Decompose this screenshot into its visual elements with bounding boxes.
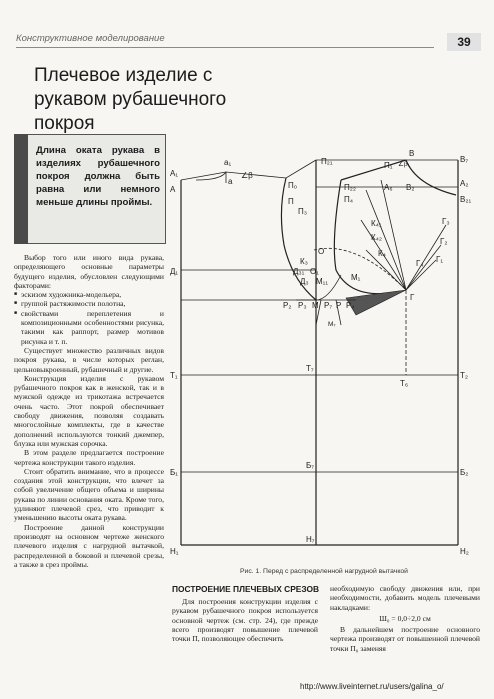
label-P3: П₃ (298, 207, 308, 216)
list-item: ■ эскизом художника-модельера, (14, 290, 164, 299)
label-M: М (312, 301, 319, 310)
paragraph: Стоит обратить внимание, что в процессе создания этой конструкции, что влечет за собой увеличение общего объема и ширины рукава по линии основания оката. Кроме того, удлиняют плечевой срез, что приводит к уменьшению высоты оката рукава. (14, 466, 164, 523)
label-M11: М₁₁ (316, 277, 329, 286)
pattern-drawing (166, 150, 491, 562)
label-K4: К₄ (378, 249, 386, 258)
paragraph: В дальнейшем построение основного чертежа производят от повышенной плечевой точки П₀ заменяя (330, 625, 480, 653)
intro-paragraph: Выбор того или иного вида рукава, определяющего основные параметры будущего изделия, обусловлен следующими факторами: (14, 253, 164, 290)
list-item: ■ группой растяжимости полотна, (14, 299, 164, 308)
label-P22: П₂₂ (344, 183, 356, 192)
label-B7: В₇ (460, 155, 469, 164)
label-D1: Д₁ (170, 267, 179, 276)
label-H7: Н₇ (306, 535, 315, 544)
page-title: Плечевое изделие с рукавом рубашечного покроя (34, 65, 227, 134)
label-T2: Т₂ (460, 371, 468, 380)
lead-bar (14, 134, 28, 244)
footer-url[interactable]: http://www.liveinternet.ru/users/galina_o/ (300, 682, 444, 691)
label-P33: Р₃ (298, 301, 307, 310)
label-D3: Д₃ (300, 277, 309, 286)
paragraph: Для построения конструкции изделия с рукавом рубашечного покроя используется основной чертеж (см. стр. 24), где прежде всего производят повышение плечевой точки П, позволяющее обеспечить (172, 597, 318, 644)
label-P4: П₄ (344, 195, 354, 204)
label-P2: Р₂ (283, 301, 292, 310)
label-P21: П₂₁ (321, 157, 333, 166)
label-B1: Б₁ (170, 468, 178, 477)
label-P1: П₁ (384, 161, 393, 170)
label-a1: а₁ (224, 158, 232, 167)
label-T6: Т₆ (400, 379, 409, 388)
bottom-column-1 (172, 597, 318, 643)
label-A: А (170, 185, 176, 194)
page-number: 39 (447, 33, 481, 51)
lead-text: Длина оката рукава в изделиях рубашечного покроя должна быть равна или немного меньше длины проймы. (36, 145, 160, 208)
label-P6: Р₄ (346, 301, 355, 310)
paragraph: Построение данной конструкции производят на основном чертеже женского плечевого изделия с нагрудной вытачкой, распределенной в боковой и плечевой срезы, а также в срез проймы. (14, 522, 164, 569)
label-G: Г (410, 293, 415, 302)
section-title: ПОСТРОЕНИЕ ПЛЕЧЕВЫХ СРЕЗОВ (172, 584, 320, 594)
label-B21: В₂₁ (460, 195, 472, 204)
label-A6: А₆ (384, 183, 393, 192)
label-G1: Г₁ (436, 255, 444, 264)
label-beta1: ∠β₁ (398, 161, 410, 168)
label-B2b: Б₂ (460, 468, 469, 477)
label-beta: ∠β (241, 171, 253, 180)
paragraph: В этом разделе предлагается построение чертежа конструкции такого изделия. (14, 448, 164, 467)
header-divider (16, 47, 434, 48)
label-B2: В₂ (406, 183, 415, 192)
label-H2: Н₂ (460, 547, 469, 556)
label-K3: К₃ (300, 257, 308, 266)
figure-caption: Рис. 1. Перед с распределенной нагрудной вытачкой (240, 568, 408, 575)
label-K41: К₄₁ (371, 219, 382, 228)
label-M2: М₇ (328, 321, 336, 328)
bottom-column-2 (330, 584, 480, 653)
label-B7b: Б₇ (306, 461, 314, 470)
label-O1: О₁ (310, 267, 319, 276)
label-B: В (409, 150, 415, 158)
label-T7: Т₇ (306, 364, 314, 373)
label-O: О (318, 247, 325, 256)
label-a: а (228, 177, 233, 186)
section-header: Конструктивное моделирование (16, 33, 165, 44)
label-G2: Г₂ (440, 237, 448, 246)
label-G3: Г₃ (442, 217, 450, 226)
paragraph: Существует множество различных видов покроя рукава, в числе которых реглан, цельновыкроенный, рубашечный и другие. (14, 345, 164, 374)
label-P0: П₀ (288, 181, 298, 190)
label-A1: А₁ (170, 169, 179, 178)
label-G4: Г₄ (416, 259, 424, 268)
label-P: П (288, 197, 294, 206)
label-A2: А₂ (460, 179, 469, 188)
label-P7: Р₇ (324, 301, 333, 310)
label-H1: Н₁ (170, 547, 179, 556)
label-M1: М₁ (351, 273, 361, 282)
formula: Ш₀ = 0,0÷2,0 см (379, 613, 431, 623)
label-D31: Д₃₁ (293, 267, 305, 276)
label-K42: К₄₂ (371, 233, 383, 242)
left-column (14, 253, 164, 569)
label-T1: Т₁ (170, 371, 178, 380)
paragraph: Конструкция изделия с рукавом рубашечного покроя как в женской, так и в мужской одежде из трикотажа встречается очень часто. Этот покрой обеспечивает свободу движения, позволяя создавать многослойные комплекты, где в качестве дополнений используются тонкий джемпер, блузка или мужская сорочка. (14, 373, 164, 448)
label-P5: Р (336, 301, 342, 310)
list-item: ■ свойствами переплетения и композиционными особенностями рисунка, такими как раппорт, размер мотивов рисунка и т. п. (14, 309, 164, 346)
paragraph: необходимую свободу движения или, при необходимости, добавить модель плечевыми накладками: (330, 584, 480, 612)
factor-list (14, 290, 164, 346)
